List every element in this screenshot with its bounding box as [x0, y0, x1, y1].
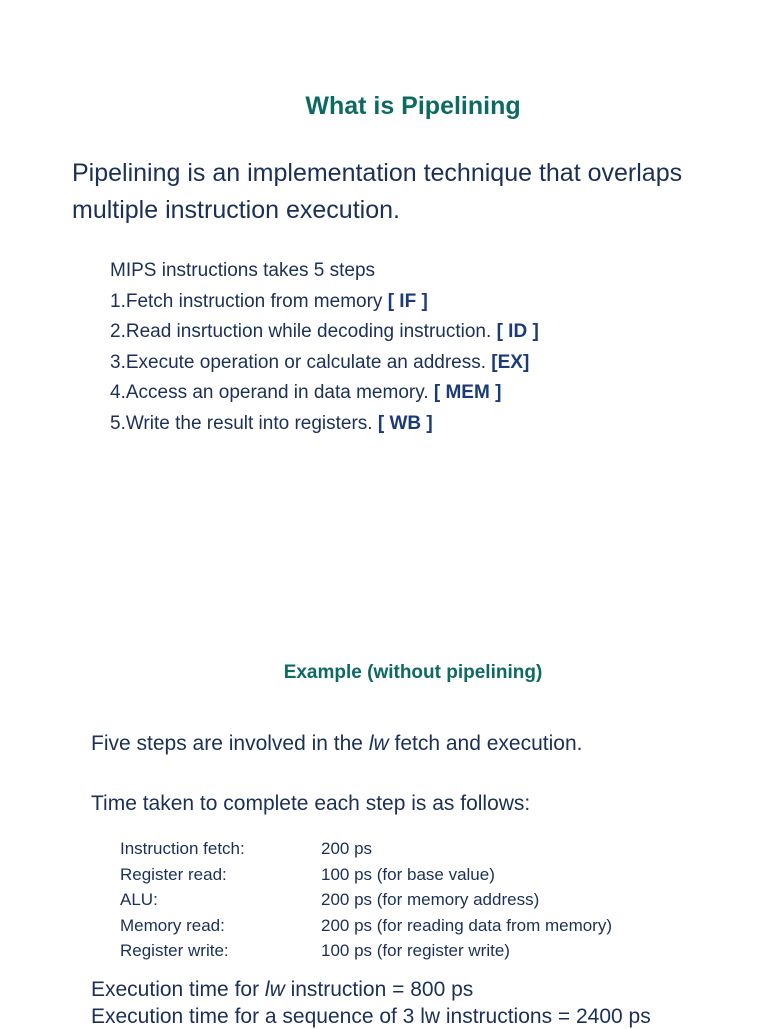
timing-step-value: 200 ps: [321, 839, 373, 858]
intro-line-2: multiple instruction execution.: [72, 196, 400, 224]
step-item: [110, 317, 539, 348]
timing-row: [120, 862, 612, 888]
timing-step-value: 200 ps (for reading data from memory): [321, 915, 613, 935]
step-text: 2.Read insrtuction while decoding instruction.: [110, 321, 497, 343]
step-tag: [ WB ]: [377, 412, 433, 434]
five-steps-line: Five steps are involved in the lw fetch and execution.: [91, 732, 583, 755]
step-item: [110, 287, 539, 318]
step-text: 1.Fetch instruction from memory: [110, 290, 388, 312]
timing-step-value: 100 ps (for base value): [321, 864, 495, 884]
step-item: [110, 348, 539, 379]
example-title: Example (without pipelining): [283, 662, 543, 683]
timing-row: [120, 913, 612, 939]
step-tag: [ IF ]: [387, 290, 428, 312]
steps-heading: MIPS instructions takes 5 steps: [110, 260, 376, 281]
steps-list: [110, 256, 539, 440]
timing-row: [120, 938, 612, 964]
step-tag: [EX]: [491, 351, 530, 373]
step-tag: [ ID ]: [496, 321, 539, 343]
timing-step-value: 200 ps (for memory address): [321, 890, 540, 910]
timing-step-value: 100 ps (for register write): [321, 941, 510, 961]
time-taken-line: Time taken to complete each step is as follows:: [91, 792, 531, 815]
timing-step-name: Register read:: [120, 864, 227, 884]
timing-step-name: Memory read:: [120, 915, 225, 935]
step-item: [110, 409, 539, 440]
intro-line-1: Pipelining is an implementation technique that overlaps: [72, 159, 683, 187]
step-text: 5.Write the result into registers.: [110, 412, 378, 434]
timing-row: [120, 836, 612, 862]
step-text: 4.Access an operand in data memory.: [110, 382, 434, 404]
step-item: [110, 378, 539, 409]
timing-step-name: Instruction fetch:: [120, 839, 245, 858]
page-title: What is Pipelining: [305, 92, 521, 120]
timing-row: [120, 887, 612, 913]
exec-time-lw: Execution time for lw instruction = 800 ps: [91, 978, 474, 1001]
timing-table: [120, 836, 612, 964]
timing-step-name: ALU:: [120, 890, 158, 910]
exec-time-sequence: Execution time for a sequence of 3 lw instructions = 2400 ps: [91, 1005, 651, 1028]
step-text: 3.Execute operation or calculate an address.: [110, 351, 492, 373]
timing-step-name: Register write:: [120, 941, 229, 961]
step-tag: [ MEM ]: [433, 382, 502, 404]
